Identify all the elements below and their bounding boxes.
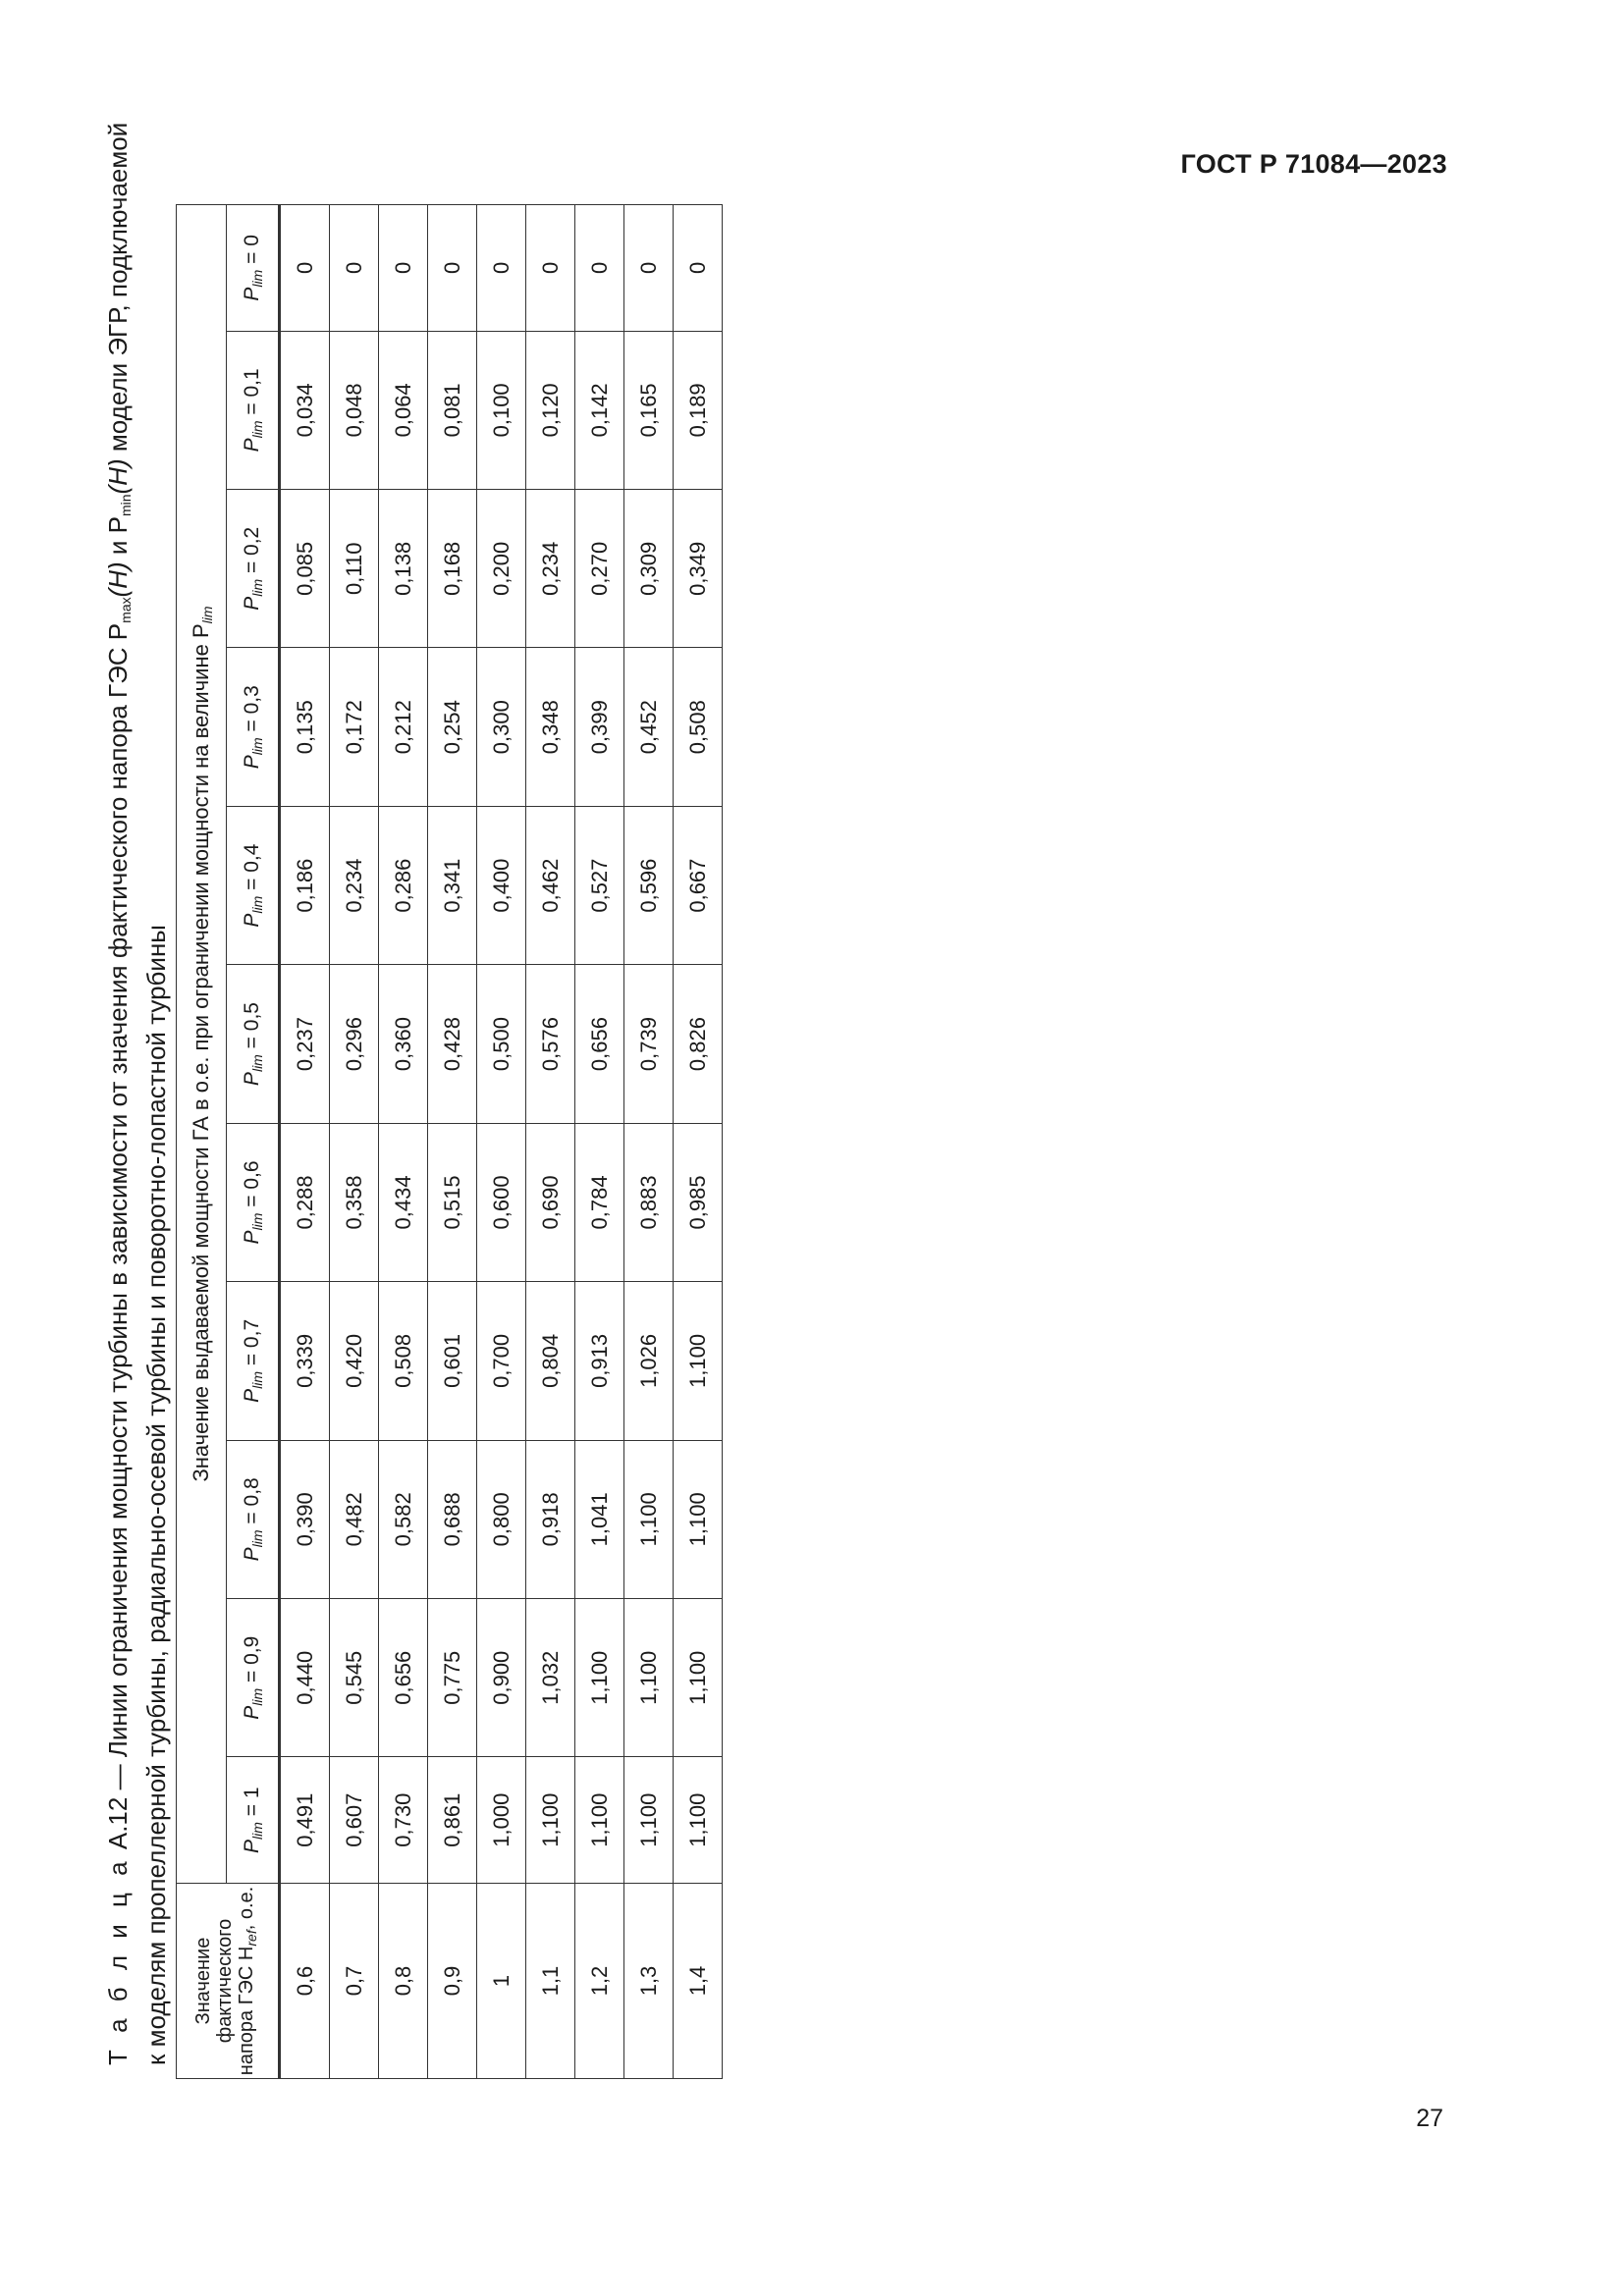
column-header (227, 205, 280, 332)
col-sub: lim (248, 269, 265, 288)
head-col-header (177, 1884, 280, 2079)
col-sub: lim (248, 1212, 265, 1231)
col-eq: = 1 (240, 1787, 263, 1823)
col-p: P (240, 1072, 263, 1087)
table-cell: 0,064 (379, 331, 428, 489)
table-cell: 0,667 (674, 806, 723, 964)
col-p: P (240, 1547, 263, 1562)
row-head-cell: 1,4 (674, 1884, 723, 2079)
table-cell: 0,508 (379, 1282, 428, 1440)
table-cell: 0,804 (526, 1282, 575, 1440)
table-cell: 0,189 (674, 331, 723, 489)
table-cell: 0,288 (280, 1123, 330, 1281)
column-header (227, 1123, 280, 1281)
column-header (227, 1757, 280, 1884)
table-cell: 0,186 (280, 806, 330, 964)
col-eq: = 0,8 (240, 1477, 263, 1530)
table-cell: 1,100 (624, 1440, 674, 1598)
table-cell: 0,420 (330, 1282, 379, 1440)
column-header (227, 1599, 280, 1757)
table-cell: 0,861 (428, 1757, 477, 1884)
table-cell: 0,656 (379, 1599, 428, 1757)
table-cell: 0,286 (379, 806, 428, 964)
table-cell: 0,985 (674, 1123, 723, 1281)
table-cell: 0,270 (575, 490, 624, 648)
table-cell: 0,690 (526, 1123, 575, 1281)
head-line-3: напора ГЭС H (236, 1946, 257, 2076)
column-header (227, 806, 280, 964)
table-cell: 0,688 (428, 1440, 477, 1598)
col-sub: lim (248, 1529, 265, 1548)
col-eq: = 0,4 (240, 843, 263, 896)
table-cell: 0,172 (330, 648, 379, 806)
col-eq: = 0,6 (240, 1160, 263, 1213)
table-cell: 0,309 (624, 490, 674, 648)
table-cell: 0,462 (526, 806, 575, 964)
table-cell: 0,527 (575, 806, 624, 964)
row-head-cell: 0,9 (428, 1884, 477, 2079)
col-sub: lim (248, 1687, 265, 1706)
table-cell: 0,138 (379, 490, 428, 648)
data-table (176, 204, 723, 2079)
table-row (379, 205, 428, 2079)
table-row (674, 205, 723, 2079)
caption-arg: (H) (103, 561, 133, 598)
table-cell: 0,400 (477, 806, 526, 964)
column-header (227, 1282, 280, 1440)
table-cell: 0,900 (477, 1599, 526, 1757)
table-cell: 0 (428, 205, 477, 332)
table-row (428, 205, 477, 2079)
table-cell: 0,135 (280, 648, 330, 806)
table-cell: 0,360 (379, 965, 428, 1123)
table-cell: 0,440 (280, 1599, 330, 1757)
table-row (575, 205, 624, 2079)
table-cell: 0 (330, 205, 379, 332)
table-cell: 0,254 (428, 648, 477, 806)
col-sub: lim (248, 578, 265, 597)
table-cell: 0,237 (280, 965, 330, 1123)
col-p: P (240, 1705, 263, 1720)
table-cell: 1,032 (526, 1599, 575, 1757)
table-cell: 0,482 (330, 1440, 379, 1598)
row-head-cell: 1,2 (575, 1884, 624, 2079)
table-cell: 0,399 (575, 648, 624, 806)
table-cell: 0,296 (330, 965, 379, 1123)
table-cell: 0 (379, 205, 428, 332)
caption-arg-2: (H) (103, 458, 133, 495)
table-cell: 0,600 (477, 1123, 526, 1281)
col-sub: lim (248, 420, 265, 439)
group-header-sub: lim (198, 606, 215, 624)
col-p: P (240, 913, 263, 928)
column-header (227, 648, 280, 806)
col-eq: = 0,7 (240, 1318, 263, 1371)
table-cell: 1,100 (624, 1757, 674, 1884)
table-cell: 0,341 (428, 806, 477, 964)
table-cell: 0,883 (624, 1123, 674, 1281)
col-p: P (240, 438, 263, 453)
table-cell: 0,508 (674, 648, 723, 806)
col-eq: = 0,9 (240, 1635, 263, 1688)
head-line-1: Значение (192, 1937, 214, 2025)
table-cell: 1,100 (526, 1757, 575, 1884)
table-cell: 0,515 (428, 1123, 477, 1281)
table-cell: 0,100 (477, 331, 526, 489)
table-cell: 0,085 (280, 490, 330, 648)
caption-line-2: к моделям пропеллерной турбины, радиально-осевой турбины и поворотно-лопастной турбины (141, 925, 171, 2065)
table-cell: 0,452 (624, 648, 674, 806)
col-p: P (240, 596, 263, 611)
table-cell: 1,000 (477, 1757, 526, 1884)
col-eq: = 0,2 (240, 526, 263, 579)
page-number: 27 (1416, 2105, 1443, 2132)
table-cell: 0,048 (330, 331, 379, 489)
row-head-cell: 1,3 (624, 1884, 674, 2079)
table-cell: 0,601 (428, 1282, 477, 1440)
table-cell: 0 (674, 205, 723, 332)
table-cell: 1,100 (674, 1757, 723, 1884)
table-row (526, 205, 575, 2079)
row-head-cell: 0,7 (330, 1884, 379, 2079)
col-eq: = 0,3 (240, 685, 263, 738)
table-row (280, 205, 330, 2079)
table-cell: 1,100 (674, 1440, 723, 1598)
row-head-cell: 0,6 (280, 1884, 330, 2079)
table-cell: 1,100 (575, 1599, 624, 1757)
table-cell: 0,784 (575, 1123, 624, 1281)
table-cell: 0,596 (624, 806, 674, 964)
table-cell: 0 (575, 205, 624, 332)
col-p: P (240, 755, 263, 770)
table-cell: 0,775 (428, 1599, 477, 1757)
table-cell: 0,656 (575, 965, 624, 1123)
head-line-2: фактического (214, 1918, 236, 2044)
col-p: P (240, 287, 263, 301)
table-cell: 0,348 (526, 648, 575, 806)
table-cell: 0,349 (674, 490, 723, 648)
table-cell: 0,339 (280, 1282, 330, 1440)
caption-sub-max: max (118, 597, 134, 623)
caption-sub-min: min (118, 494, 134, 516)
col-eq: = 0,5 (240, 1002, 263, 1055)
table-cell: 0,607 (330, 1757, 379, 1884)
row-head-cell: 1,1 (526, 1884, 575, 2079)
table-cell: 0,234 (526, 490, 575, 648)
table-row (330, 205, 379, 2079)
table-cell: 0,234 (330, 806, 379, 964)
caption-tail: модели ЭГР, подключаемой (103, 122, 133, 459)
col-sub: lim (248, 1054, 265, 1073)
table-cell: 0,700 (477, 1282, 526, 1440)
table-cell: 0 (624, 205, 674, 332)
table-cell: 0,800 (477, 1440, 526, 1598)
table-cell: 0,434 (379, 1123, 428, 1281)
table-cell: 1,100 (674, 1599, 723, 1757)
table-cell: 0,110 (330, 490, 379, 648)
table-cell: 0,081 (428, 331, 477, 489)
table-cell: 1,100 (624, 1599, 674, 1757)
table-cell: 0 (526, 205, 575, 332)
table-cell: 1,026 (624, 1282, 674, 1440)
table-cell: 1,100 (575, 1757, 624, 1884)
table-row (477, 205, 526, 2079)
table-cell: 0,913 (575, 1282, 624, 1440)
col-eq: = 0 (240, 235, 263, 270)
head-sub: ref (244, 1930, 259, 1947)
col-p: P (240, 1839, 263, 1853)
table-cell: 0,358 (330, 1123, 379, 1281)
table-cell: 0,034 (280, 331, 330, 489)
table-cell: 0,491 (280, 1757, 330, 1884)
table-cell: 0 (477, 205, 526, 332)
caption-label: Т а б л и ц а (103, 1856, 133, 2065)
table-row (624, 205, 674, 2079)
table-cell: 0,500 (477, 965, 526, 1123)
table-cell: 1,100 (674, 1282, 723, 1440)
table-cell: 0,428 (428, 965, 477, 1123)
table-cell: 0,545 (330, 1599, 379, 1757)
table-cell: 0,826 (674, 965, 723, 1123)
group-header (177, 205, 227, 1884)
caption-and: и P (103, 515, 133, 562)
table-cell: 0,142 (575, 331, 624, 489)
col-p: P (240, 1230, 263, 1245)
col-sub: lim (248, 737, 265, 756)
col-eq: = 0,1 (240, 368, 263, 421)
table-cell: 0,390 (280, 1440, 330, 1598)
rotated-table-block (103, 122, 731, 2079)
table-cell: 0,165 (624, 331, 674, 489)
column-header (227, 331, 280, 489)
column-header (227, 965, 280, 1123)
table-cell: 0 (280, 205, 330, 332)
caption-number: А.12 (103, 1796, 133, 1850)
table-cell: 0,730 (379, 1757, 428, 1884)
row-head-cell: 0,8 (379, 1884, 428, 2079)
col-p: P (240, 1388, 263, 1403)
table-cell: 0,120 (526, 331, 575, 489)
head-tail: , о.е. (236, 1886, 257, 1931)
table-cell: 1,041 (575, 1440, 624, 1598)
col-sub: lim (248, 1822, 265, 1840)
col-sub: lim (248, 895, 265, 914)
column-header (227, 1440, 280, 1598)
col-sub: lim (248, 1371, 265, 1389)
caption-text: — Линии ограничения мощности турбины в зависимости от значения фактического напора ГЭС P (103, 622, 133, 1797)
table-cell: 0,739 (624, 965, 674, 1123)
table-cell: 0,576 (526, 965, 575, 1123)
table-cell: 0,212 (379, 648, 428, 806)
row-head-cell: 1 (477, 1884, 526, 2079)
table-cell: 0,200 (477, 490, 526, 648)
group-header-text: Значение выдаваемой мощности ГА в о.е. при ограничении мощности на величине P (188, 623, 213, 1482)
table-cell: 0,582 (379, 1440, 428, 1598)
document-code: ГОСТ Р 71084—2023 (1180, 149, 1447, 179)
column-header (227, 490, 280, 648)
table-cell: 0,300 (477, 648, 526, 806)
table-cell: 0,918 (526, 1440, 575, 1598)
table-cell: 0,168 (428, 490, 477, 648)
